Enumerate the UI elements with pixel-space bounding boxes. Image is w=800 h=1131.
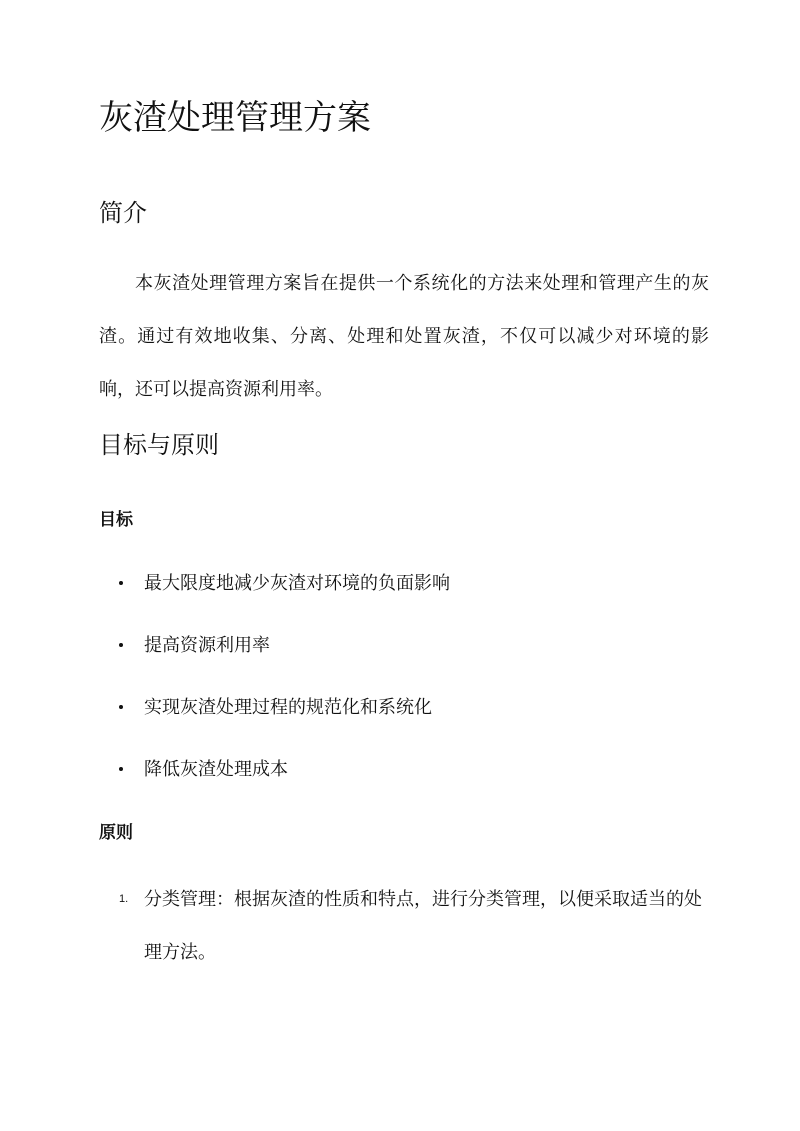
intro-paragraph: 本灰渣处理管理方案旨在提供一个系统化的方法来处理和管理产生的灰渣。通过有效地收集、分离、处理和处置灰渣，不仅可以减少对环境的影响，还可以提高资源利用率。 [99, 273, 709, 400]
list-item [99, 631, 699, 661]
list-item-text: 最大限度地减少灰渣对环境的负面影响 [144, 573, 450, 594]
list-item [99, 569, 699, 599]
bullet-icon [119, 767, 123, 771]
section-heading-goals-principles: 目标与原则 [99, 431, 219, 459]
bullet-icon [119, 581, 123, 585]
subheading-goals: 目标 [99, 510, 133, 530]
list-item-text: 分类管理：根据灰渣的性质和特点，进行分类管理，以便采取适当的处理方法。 [144, 889, 702, 963]
bullet-icon [119, 643, 123, 647]
list-item-text: 降低灰渣处理成本 [144, 759, 288, 780]
list-number: 1. [119, 893, 129, 905]
list-item-text: 实现灰渣处理过程的规范化和系统化 [144, 697, 432, 718]
subheading-principles: 原则 [99, 823, 133, 843]
list-item-text: 提高资源利用率 [144, 635, 270, 656]
bullet-icon [119, 705, 123, 709]
document-title: 灰渣处理管理方案 [99, 98, 371, 138]
list-item [99, 755, 699, 785]
list-item [99, 693, 699, 723]
section-heading-intro: 简介 [99, 199, 147, 227]
